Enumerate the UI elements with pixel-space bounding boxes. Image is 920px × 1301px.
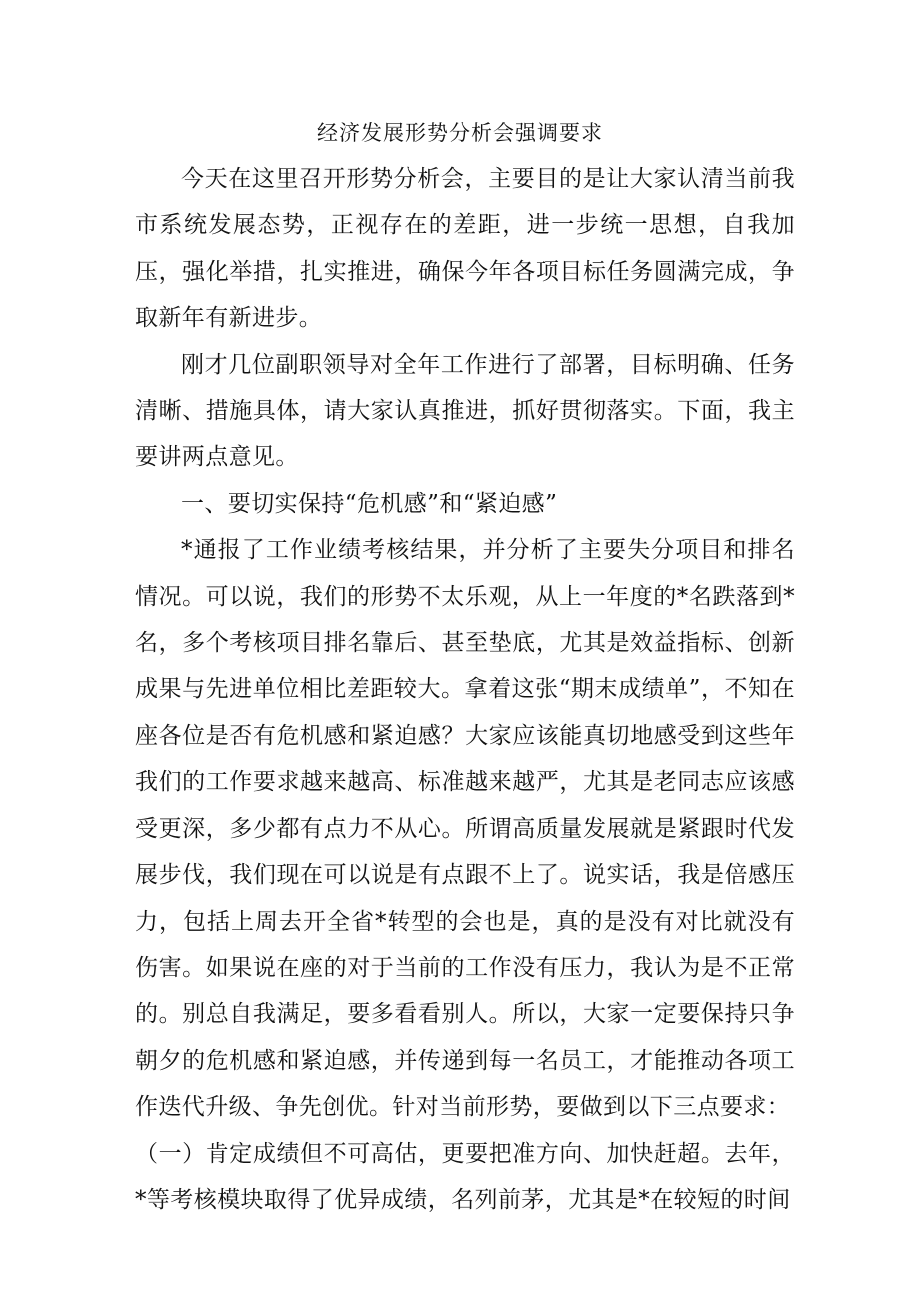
document-title: 经济发展形势分析会强调要求 (317, 121, 603, 145)
paragraph-opening: 今天在这里召开形势分析会，主要目的是让大家认清当前我市系统发展态势，正视存在的差距，进一步统一思想，自我加压，强化举措，扎实推进，确保今年各项目标任务圆满完成，争取新年有新进步。 (135, 166, 795, 332)
paragraph-assessment: *通报了工作业绩考核结果，并分析了主要失分项目和排名情况。可以说，我们的形势不太乐观，从上一年度的*名跌落到*名，多个考核项目排名靠后、甚至垫底，尤其是效益指标、创新成果与先进单位相比差距较大。拿着这张“期末成绩单”，不知在座各位是否有危机感和紧迫感？大家应该能真切地感受到这些年我们的工作要求越来越高、标准越来越严，尤其是老同志应该感受更深，多少都有点力不从心。所谓高质量发展就是紧跟时代发展步伐，我们现在可以说是有点跟不上了。说实话，我是倍感压力，包括上周去开全省*转型的会也是，真的是没有对比就没有伤害。如果说在座的对于当前的工作没有压力，我认为是不正常的。别总自我满足，要多看看别人。所以，大家一定要保持只争朝夕的危机感和紧迫感，并传递到每一名员工，才能推动各项工作迭代升级、争先创优。针对当前形势，要做到以下三点要求： (135, 537, 795, 1121)
document-body (135, 156, 795, 1223)
section-heading-1: 一、要切实保持“危机感”和“紧迫感” (181, 490, 558, 517)
paragraph-deployment: 刚才几位副职领导对全年工作进行了部署，目标明确、任务清晰、措施具体，请大家认真推进，抓好贯彻落实。下面，我主要讲两点意见。 (135, 351, 795, 471)
subsection-heading-1: （一）肯定成绩但不可高估，更要把准方向、加快赶超。去年，*等考核模块取得了优异成绩，名列前茅，尤其是*在较短的时间 (135, 1140, 795, 1213)
